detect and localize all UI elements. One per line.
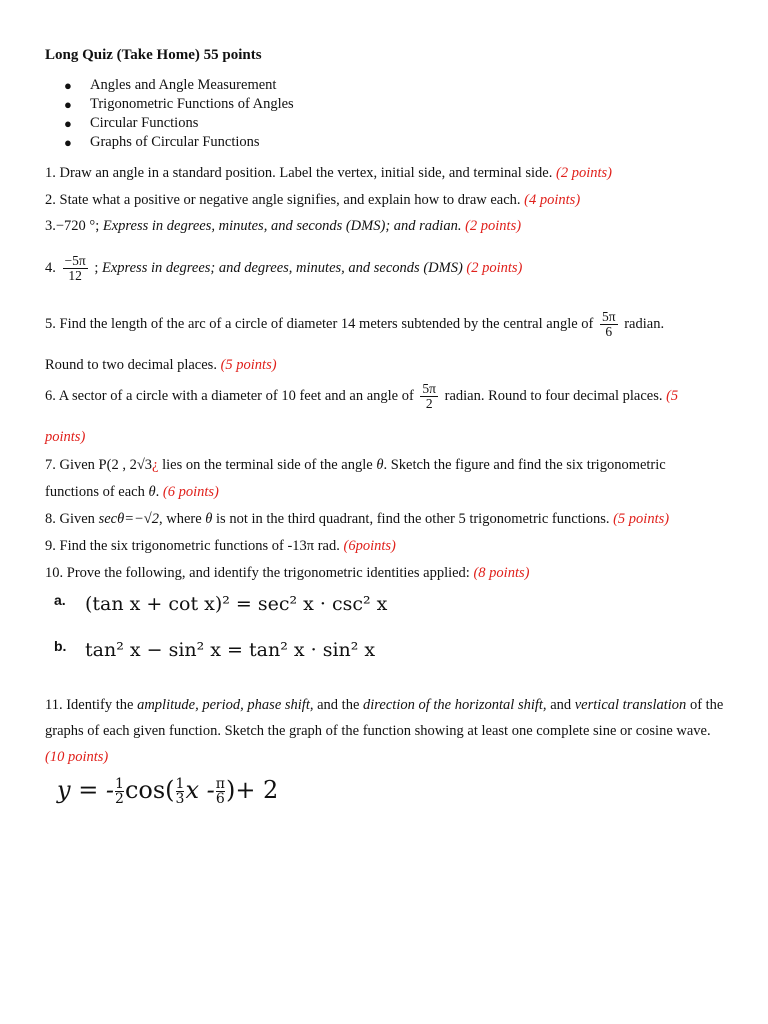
points-label: (4 points) <box>524 192 581 208</box>
points-label: (6 points) <box>162 484 219 500</box>
points-label: (2 points) <box>465 218 522 234</box>
fraction: $\frac{1}{2}$ <box>115 776 124 807</box>
fraction: $\frac{5\pi}{6}$ <box>602 309 616 340</box>
points-label: (10 points) <box>45 749 109 765</box>
fraction: $\frac{-5\pi}{12}$ <box>64 253 86 284</box>
topic-list <box>45 76 294 152</box>
question-7: 7. Given P(2 , 2√3¿ lies on the terminal side of the angle θ. Sketch the figure and find the six trigonometric <box>45 457 666 473</box>
given-expression: secθ=−√2 <box>98 511 159 527</box>
question-10: 10. Prove the following, and identify the trigonometric identities applied: (8 points) <box>45 565 530 581</box>
points-label: (5 points) <box>220 357 277 373</box>
bullet-icon: ● <box>64 97 72 112</box>
points-label: (5 points) <box>613 511 670 527</box>
bullet-icon: ● <box>64 78 72 93</box>
question-5: 5. Find the length of the arc of a circle of diameter 14 meters subtended by the central angle of $\frac{5\pi}{6}$ radian. <box>45 309 665 340</box>
fraction: $\frac{1}{3}$ <box>175 776 185 807</box>
fraction: $\frac{5\pi}{2}$ <box>422 381 436 412</box>
question-6-cont <box>45 427 85 447</box>
topic-item: ● Angles and Angle Measurement <box>64 77 277 93</box>
identity-a: (tan x + cot x)² = sec² x · csc² x <box>85 593 388 615</box>
question-11: 11. Identify the amplitude, period, phase shift, and the direction of the horizontal shift, and vertical translation of the graphs of each given function. Sketch the graph of the function showing at least one complete sine or cosine wave. (10 points) <box>45 697 724 765</box>
question-2: 2. State what a positive or negative angle signifies, and explain how to draw each. (4 points) <box>45 192 581 208</box>
topic-item: ● Circular Functions <box>64 115 199 131</box>
quiz-title: Long Quiz (Take Home) 55 points <box>45 47 262 63</box>
points-label: (8 points) <box>473 565 530 581</box>
bullet-icon: ● <box>64 135 72 150</box>
question-9: 9. Find the six trigonometric functions of -13π rad. (6points) <box>45 538 396 554</box>
subitem-label-a: a. <box>54 592 66 608</box>
function-equation: y = - $\frac{1}{2}$ cos( $\frac{1}{3}$ x - $\frac{\pi}{6}$ )+ 2 <box>57 776 279 807</box>
points-label: (5 <box>666 388 679 404</box>
question-7-cont: functions of each θ. (6 points) <box>45 484 219 500</box>
question-4: 4. $\frac{-5\pi}{12}$ ; Express in degrees; and degrees, minutes, and seconds (DMS) (2 points) <box>45 253 523 284</box>
angle-value: −720 ° <box>55 218 96 234</box>
question-6: 6. A sector of a circle with a diameter of 10 feet and an angle of $\frac{5\pi}{2}$ radian. Round to four decimal places. (5 <box>45 381 679 412</box>
topic-item: ● Trigonometric Functions of Angles <box>64 96 294 112</box>
question-5-cont: Round to two decimal places. (5 points) <box>45 357 277 373</box>
question-1: 1. Draw an angle in a standard position. Label the vertex, initial side, and terminal side. (2 points) <box>45 165 612 181</box>
topic-item: ● Graphs of Circular Functions <box>64 134 260 150</box>
question-8: 8. Given secθ=−√2, where θ is not in the third quadrant, find the other 5 trigonometric functions. (5 points) <box>45 511 670 527</box>
points-label: (2 points) <box>555 165 612 181</box>
bullet-icon: ● <box>64 116 72 131</box>
points-label: (6points) <box>343 538 396 554</box>
identity-b: tan² x − sin² x = tan² x · sin² x <box>85 639 376 661</box>
fraction: $\frac{\pi}{6}$ <box>215 776 225 807</box>
question-3: 3.−720 °; Express in degrees, minutes, and seconds (DMS); and radian. (2 points) <box>45 218 522 234</box>
points-label: (2 points) <box>466 260 523 276</box>
subitem-label-b: b. <box>54 638 67 654</box>
points-label: points) <box>45 429 86 445</box>
